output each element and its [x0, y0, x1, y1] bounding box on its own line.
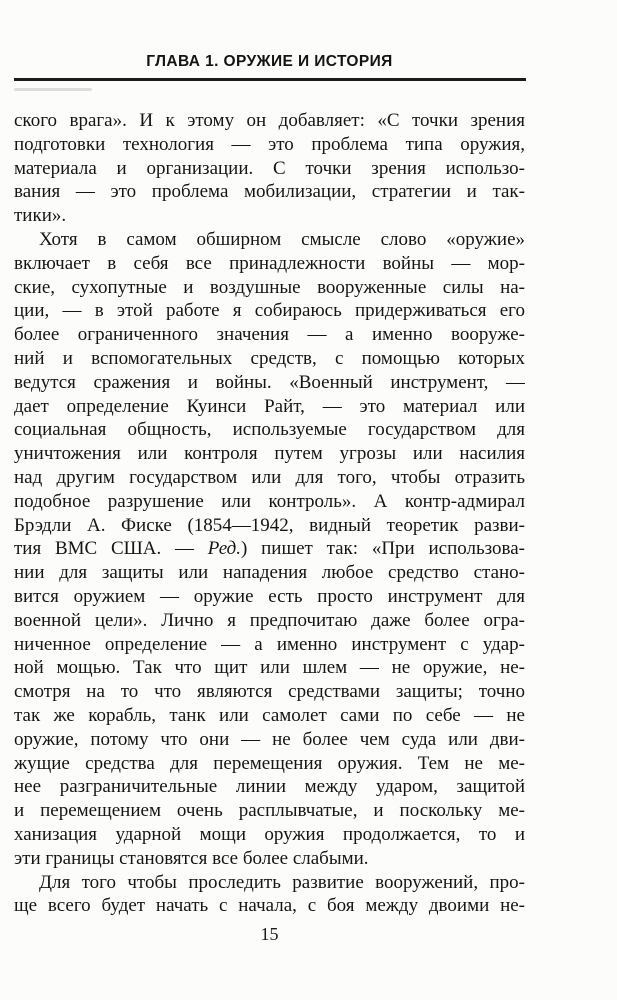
text-line: вания — это проблема мобилизации, стратегии и так- [14, 181, 525, 203]
text-line: нее разграничительные линии между ударом, защитой [14, 776, 525, 798]
text-line: тики». [14, 205, 67, 227]
text-line: ские, сухопутные и воздушные вооруженные силы на- [14, 276, 525, 298]
text-segment: тия ВМС США. — [14, 538, 208, 560]
text-line: ханизация ударной мощи оружия продолжается, то и [14, 823, 525, 845]
scan-artifact-line [14, 88, 92, 91]
text-line: подобное разрушение или контроль». А контр-адмирал [14, 490, 525, 512]
text-line: нии для защиты или нападения любое средство стано- [14, 562, 525, 584]
text-line: уничтожения или контроля путем угрозы или насилия [14, 443, 525, 465]
text-line: ведутся сражения и войны. «Военный инструмент, — [14, 371, 525, 393]
editor-note-italic: Ред. [207, 538, 242, 560]
text-line: более ограниченного значения — а именно вооруже- [14, 324, 525, 346]
text-line: ще всего будет начать с начала, с боя между двоими не- [14, 895, 525, 917]
text-line: жущие средства для перемещения оружия. Тем не ме- [14, 752, 525, 774]
text-line: ной мощью. Так что щит или шлем — не оружие, не- [14, 657, 525, 679]
text-line: ний и вспомогательных средств, с помощью которых [14, 347, 525, 369]
text-line: так же корабль, танк или самолет сами по себе — не [14, 704, 525, 726]
text-line: ции, — в этой работе я собираюсь придерживаться его [14, 300, 525, 322]
text-segment: ) пишет так: «При использова- [241, 538, 525, 560]
text-line: дает определение Куинси Райт, — это материал или [14, 395, 525, 417]
text-line: военной цели». Лично я предпочитаю даже более огра- [14, 609, 525, 631]
text-line: подготовки технология — это проблема типа оружия, [14, 133, 525, 155]
text-line: Хотя в самом обширном смысле слово «оружие» [39, 228, 525, 250]
text-line: ниченное определение — а именно инструмент с удар- [14, 633, 525, 655]
text-line: смотря на то что являются средствами защиты; точно [14, 681, 525, 703]
text-line: материала и организации. С точки зрения использо- [14, 157, 525, 179]
text-line: Брэдли А. Фиске (1854—1942, видный теоретик разви- [14, 514, 525, 536]
page-number: 15 [260, 924, 279, 944]
text-line: оружие, потому что они — не более чем суда или дви- [14, 728, 525, 750]
text-line: Для того чтобы проследить развитие вооружений, про- [39, 871, 525, 893]
text-line: вится оружием — оружие есть просто инструмент для [14, 585, 525, 607]
text-line: над другим государством или для того, чтобы отразить [14, 466, 525, 488]
text-line: социальная общность, используемые государством для [14, 419, 525, 441]
text-line [14, 537, 525, 561]
chapter-header: ГЛАВА 1. ОРУЖИЕ И ИСТОРИЯ [146, 53, 393, 70]
text-line: ского врага». И к этому он добавляет: «С точки зрения [14, 110, 525, 131]
text-line: и перемещением очень расплывчатые, и поскольку ме- [14, 800, 525, 822]
text-line: эти границы становятся все более слабыми. [14, 847, 369, 869]
page-body-text [14, 109, 525, 918]
text-line: включает в себя все принадлежности войны — мор- [14, 252, 525, 274]
header-rule [14, 78, 526, 81]
